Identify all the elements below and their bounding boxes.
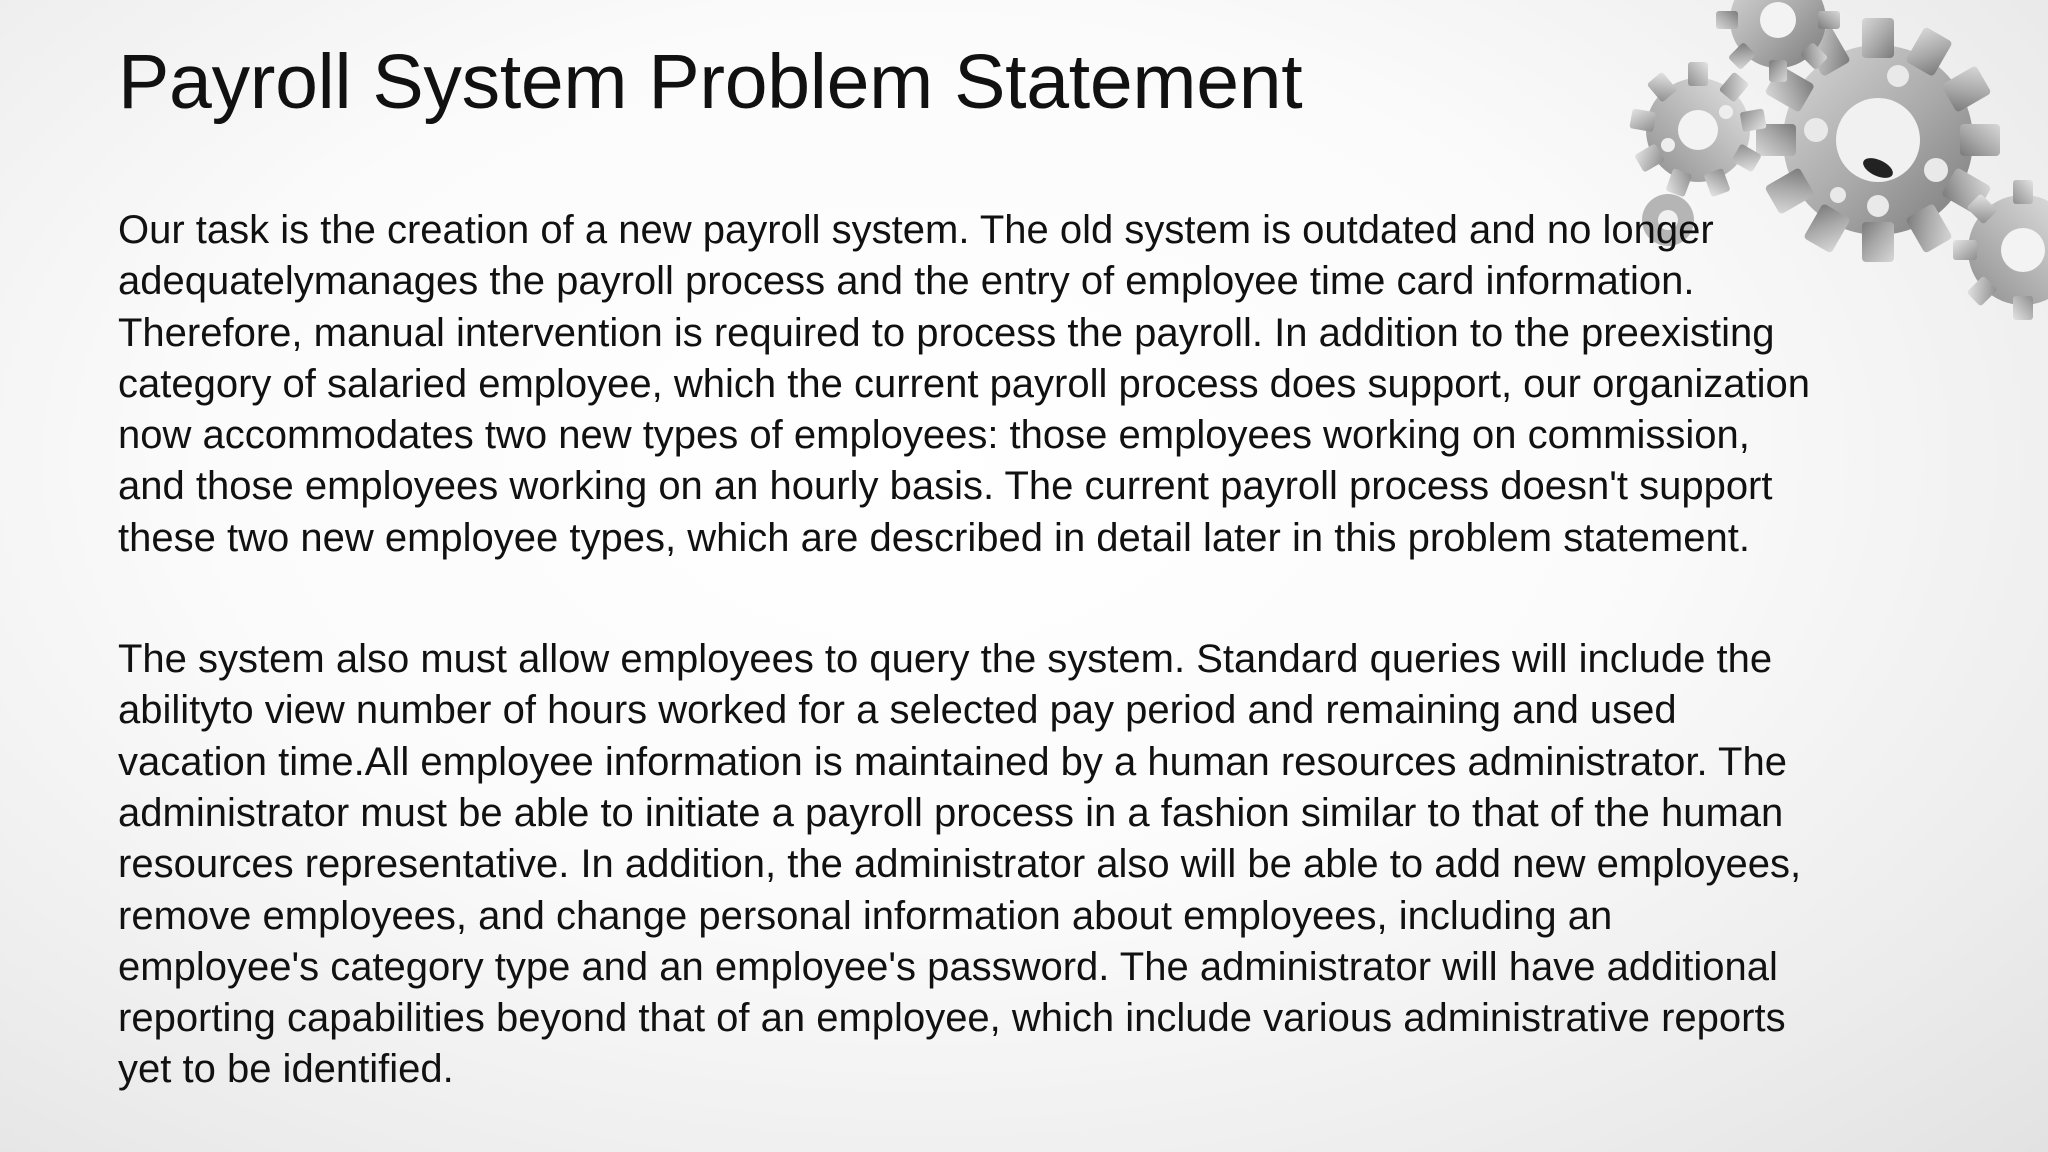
paragraph-1 — [118, 205, 1958, 564]
paragraph-2-line: resources representative. In addition, the administrator also will be able to add new employees, — [118, 842, 1802, 887]
paragraph-2-line: reporting capabilities beyond that of an employee, which include various administrative reports — [118, 996, 1786, 1041]
slide-title: Payroll System Problem Statement — [118, 39, 1303, 125]
paragraph-1-line: adequatelymanages the payroll process and the entry of employee time card information. — [118, 259, 1695, 304]
paragraph-2-line: abilityto view number of hours worked for a selected pay period and remaining and used — [118, 688, 1677, 733]
paragraph-1-line: these two new employee types, which are described in detail later in this problem statement. — [118, 515, 1750, 560]
paragraph-2-line: The system also must allow employees to query the system. Standard queries will include the — [118, 637, 1773, 682]
paragraph-2-line: employee's category type and an employee's password. The administrator will have additional — [118, 944, 1778, 989]
paragraph-2-line: administrator must be able to initiate a payroll process in a fashion similar to that of the human — [118, 790, 1784, 835]
paragraph-2-line: remove employees, and change personal information about employees, including an — [118, 893, 1613, 938]
paragraph-2-line: vacation time.All employee information is maintained by a human resources administrator. The — [118, 739, 1787, 784]
paragraph-2 — [118, 634, 1958, 1096]
slide-body — [118, 205, 1958, 1096]
paragraph-1-line: Therefore, manual intervention is required to process the payroll. In addition to the preexisting — [118, 310, 1775, 355]
paragraph-1-line: and those employees working on an hourly basis. The current payroll process doesn't support — [118, 464, 1773, 509]
paragraph-1-line: now accommodates two new types of employees: those employees working on commission, — [118, 413, 1750, 458]
paragraph-2-line: yet to be identified. — [118, 1047, 454, 1092]
paragraph-1-line: Our task is the creation of a new payroll system. The old system is outdated and no longer — [118, 208, 1714, 252]
paragraph-1-line: category of salaried employee, which the current payroll process does support, our organization — [118, 361, 1811, 406]
